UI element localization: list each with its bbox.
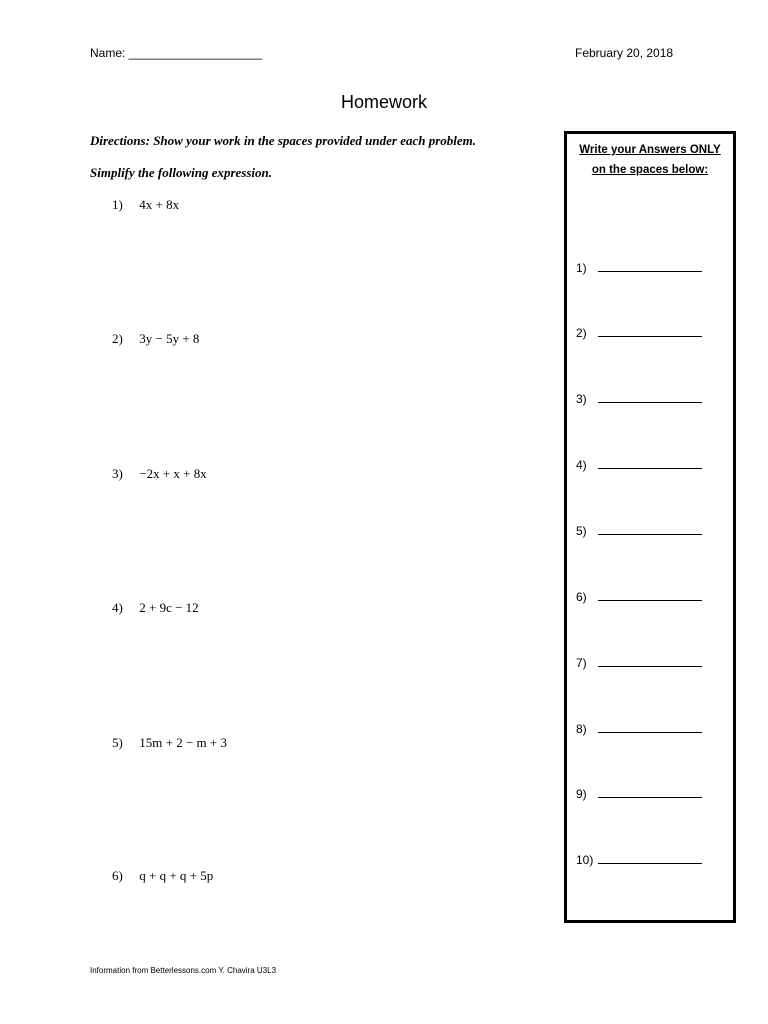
answer-line-7[interactable]: [576, 656, 702, 670]
answer-line-10[interactable]: [576, 853, 702, 867]
problem-number: 3): [112, 466, 123, 481]
problem-expression: −2x + x + 8x: [139, 466, 207, 481]
directions-text: Directions: Show your work in the spaces provided under each problem.: [90, 133, 477, 148]
problem-3: [112, 466, 207, 482]
problem-expression: 3y − 5y + 8: [139, 331, 200, 346]
problem-number: 4): [112, 600, 123, 615]
problem-expression: 15m + 2 − m + 3: [139, 735, 227, 750]
answer-line-4[interactable]: [576, 458, 702, 472]
answer-label: 4): [576, 458, 587, 472]
answer-box: [564, 131, 736, 923]
answer-label: 10): [576, 853, 594, 867]
answer-label: 8): [576, 722, 587, 736]
answer-blank[interactable]: [598, 326, 702, 337]
answer-line-5[interactable]: [576, 524, 702, 538]
problem-4: [112, 600, 199, 616]
answer-line-1[interactable]: [576, 261, 702, 275]
instruction-text: Simplify the following expression.: [90, 165, 273, 180]
answer-line-6[interactable]: [576, 590, 702, 604]
date-label: February 20, 2018: [575, 46, 674, 60]
footer-credit: Information from Betterlessons.com Y. Chavira U3L3: [90, 966, 277, 975]
problem-expression: 4x + 8x: [139, 197, 180, 212]
page-title: Homework: [340, 92, 428, 112]
problem-6: [112, 868, 213, 884]
problem-5: [112, 735, 227, 751]
problem-1: [112, 197, 179, 213]
problem-number: 2): [112, 331, 123, 346]
answer-blank[interactable]: [598, 787, 702, 798]
answer-line-9[interactable]: [576, 787, 702, 801]
problem-expression: q + q + q + 5p: [139, 868, 214, 883]
answer-label: 7): [576, 656, 587, 670]
answer-line-2[interactable]: [576, 326, 702, 340]
answer-blank[interactable]: [598, 590, 702, 601]
answer-label: 2): [576, 326, 587, 340]
answer-blank[interactable]: [598, 524, 702, 535]
answer-box-heading-line2: on the spaces below:: [591, 164, 709, 176]
problem-number: 5): [112, 735, 123, 750]
answer-blank[interactable]: [598, 722, 702, 733]
answer-label: 1): [576, 261, 587, 275]
answer-box-heading: [567, 140, 733, 180]
answer-line-3[interactable]: [576, 392, 702, 406]
problem-expression: 2 + 9c − 12: [139, 600, 199, 615]
answer-label: 5): [576, 524, 587, 538]
answer-label: 6): [576, 590, 587, 604]
name-field-label: Name: ____________________: [90, 46, 263, 60]
answer-blank[interactable]: [598, 656, 702, 667]
answer-label: 3): [576, 392, 587, 406]
answer-label: 9): [576, 787, 587, 801]
answer-blank[interactable]: [598, 853, 702, 864]
problem-2: [112, 331, 199, 347]
problem-number: 1): [112, 197, 123, 212]
answer-line-8[interactable]: [576, 722, 702, 736]
problem-number: 6): [112, 868, 123, 883]
answer-box-heading-line1: Write your Answers ONLY: [579, 144, 721, 156]
answer-blank[interactable]: [598, 458, 702, 469]
answer-blank[interactable]: [598, 392, 702, 403]
answer-blank[interactable]: [598, 261, 702, 272]
